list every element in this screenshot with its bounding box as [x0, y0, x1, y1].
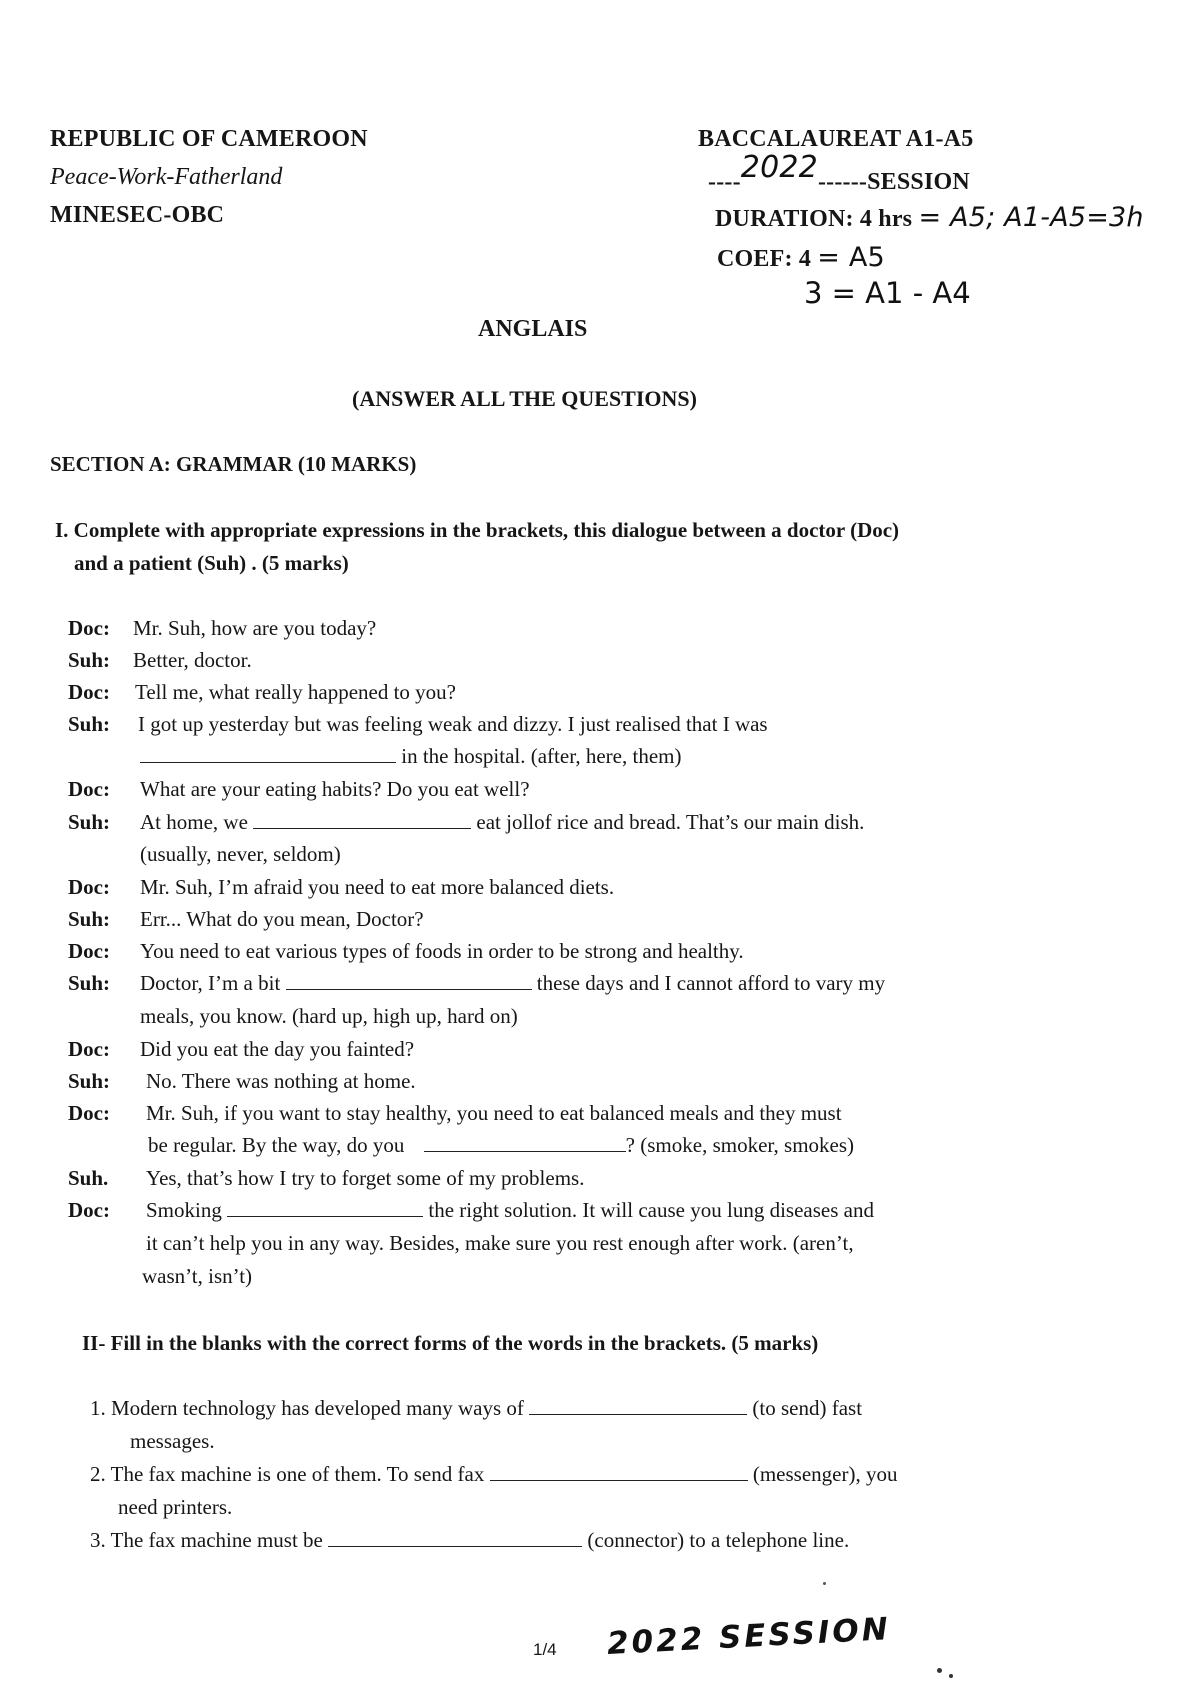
speaker: Suh:: [68, 971, 111, 995]
subject-title: ANGLAIS: [478, 316, 588, 342]
handwritten-session-note: 2022 SESSION: [606, 1611, 892, 1662]
ink-dot: [949, 1674, 953, 1678]
part1-instruction-line2: and a patient (Suh) . (5 marks): [74, 551, 349, 575]
session-suffix: ------SESSION: [817, 169, 970, 195]
ink-dot: [937, 1668, 942, 1673]
dialogue-line: Smoking the right solution. It will cause you lung diseases and: [146, 1198, 874, 1222]
dialogue-line: (usually, never, seldom): [140, 842, 341, 866]
speaker: Doc:: [68, 875, 110, 899]
answer-blank[interactable]: [227, 1198, 423, 1217]
part1-instruction-line1: I. Complete with appropriate expressions in the brackets, this dialogue between a doctor (Doc): [55, 518, 900, 542]
speaker: Suh:: [68, 907, 111, 931]
coef-handwritten-1: = A5: [817, 242, 885, 273]
dialogue-line: Better, doctor.: [133, 648, 252, 672]
dialogue-line: be regular. By the way, do you ? (smoke, smoker, smokes): [148, 1133, 855, 1157]
duration-handwritten: = A5; A1-A5=3h: [918, 202, 1144, 233]
answer-blank[interactable]: [529, 1396, 747, 1415]
list-item-continuation: messages.: [130, 1429, 215, 1453]
coef-handwritten-2: 3 = A1 - A4: [804, 276, 971, 310]
dialogue-line: At home, we eat jollof rice and bread. That’s our main dish.: [140, 810, 865, 834]
speaker: Doc:: [68, 939, 110, 963]
dialogue-line: Err... What do you mean, Doctor?: [140, 907, 424, 931]
list-item: 2. The fax machine is one of them. To send fax (messenger), you: [90, 1462, 898, 1486]
dialogue-line: No. There was nothing at home.: [146, 1069, 416, 1093]
speaker: Suh.: [68, 1166, 109, 1190]
dialogue-line: Mr. Suh, how are you today?: [133, 616, 377, 640]
answer-blank[interactable]: [490, 1462, 748, 1481]
duration-line: [715, 202, 1144, 233]
dialogue-line: in the hospital. (after, here, them): [140, 744, 681, 769]
speaker: Doc:: [68, 1101, 110, 1125]
speaker: Suh:: [68, 1069, 111, 1093]
coef-line: [717, 242, 885, 273]
list-item-continuation: need printers.: [118, 1495, 233, 1519]
dialogue-line: meals, you know. (hard up, high up, hard on): [140, 1004, 518, 1028]
speaker: Suh:: [68, 810, 111, 834]
dialogue-line: You need to eat various types of foods in order to be strong and healthy.: [140, 939, 744, 963]
dialogue-line: Mr. Suh, I’m afraid you need to eat more balanced diets.: [140, 875, 615, 899]
dialogue-line: Tell me, what really happened to you?: [135, 680, 456, 704]
duration-label: DURATION: 4 hrs: [715, 206, 913, 232]
speaker: Suh:: [68, 648, 111, 672]
ink-dot: [823, 1582, 826, 1585]
dialogue-line: Yes, that’s how I try to forget some of my problems.: [146, 1166, 585, 1190]
part2-instruction: II- Fill in the blanks with the correct forms of the words in the brackets. (5 marks): [82, 1331, 819, 1355]
answer-blank[interactable]: [286, 971, 532, 990]
coef-label: COEF: 4: [717, 246, 812, 272]
dialogue-line: it can’t help you in any way. Besides, make sure you rest enough after work. (aren’t,: [146, 1231, 854, 1255]
session-prefix: ----: [708, 169, 741, 195]
speaker: Doc:: [68, 1037, 110, 1061]
list-item: 3. The fax machine must be (connector) to a telephone line.: [90, 1528, 850, 1552]
speaker: Doc:: [68, 777, 110, 801]
dialogue-line: Doctor, I’m a bit these days and I cannot afford to vary my: [140, 971, 886, 995]
exam-name: BACCALAUREAT A1-A5: [698, 126, 974, 152]
speaker: Doc:: [68, 616, 110, 640]
dialogue-line: Mr. Suh, if you want to stay healthy, you need to eat balanced meals and they must: [146, 1101, 842, 1125]
speaker: Doc:: [68, 680, 110, 704]
motto: Peace-Work-Fatherland: [50, 164, 283, 190]
answer-blank[interactable]: [328, 1528, 582, 1547]
speaker: Suh:: [68, 712, 111, 736]
section-a-title: SECTION A: GRAMMAR (10 MARKS): [50, 452, 417, 476]
country-name: REPUBLIC OF CAMEROON: [50, 126, 368, 152]
dialogue-line: I got up yesterday but was feeling weak and dizzy. I just realised that I was: [138, 712, 768, 736]
list-item: 1. Modern technology has developed many ways of (to send) fast: [90, 1396, 863, 1420]
answer-blank[interactable]: [424, 1133, 626, 1152]
answer-blank[interactable]: [253, 810, 471, 829]
dialogue-line: Did you eat the day you fainted?: [140, 1037, 415, 1061]
answer-blank[interactable]: [140, 744, 396, 763]
dialogue-line: wasn’t, isn’t): [142, 1264, 253, 1288]
dialogue-line: What are your eating habits? Do you eat well?: [140, 777, 530, 801]
session-year-handwritten: 2022: [740, 150, 818, 185]
general-instruction: (ANSWER ALL THE QUESTIONS): [352, 386, 697, 411]
speaker: Doc:: [68, 1198, 110, 1222]
session-line: [708, 150, 970, 197]
ministry: MINESEC-OBC: [50, 202, 225, 228]
page-number: 1/4: [533, 1640, 557, 1659]
